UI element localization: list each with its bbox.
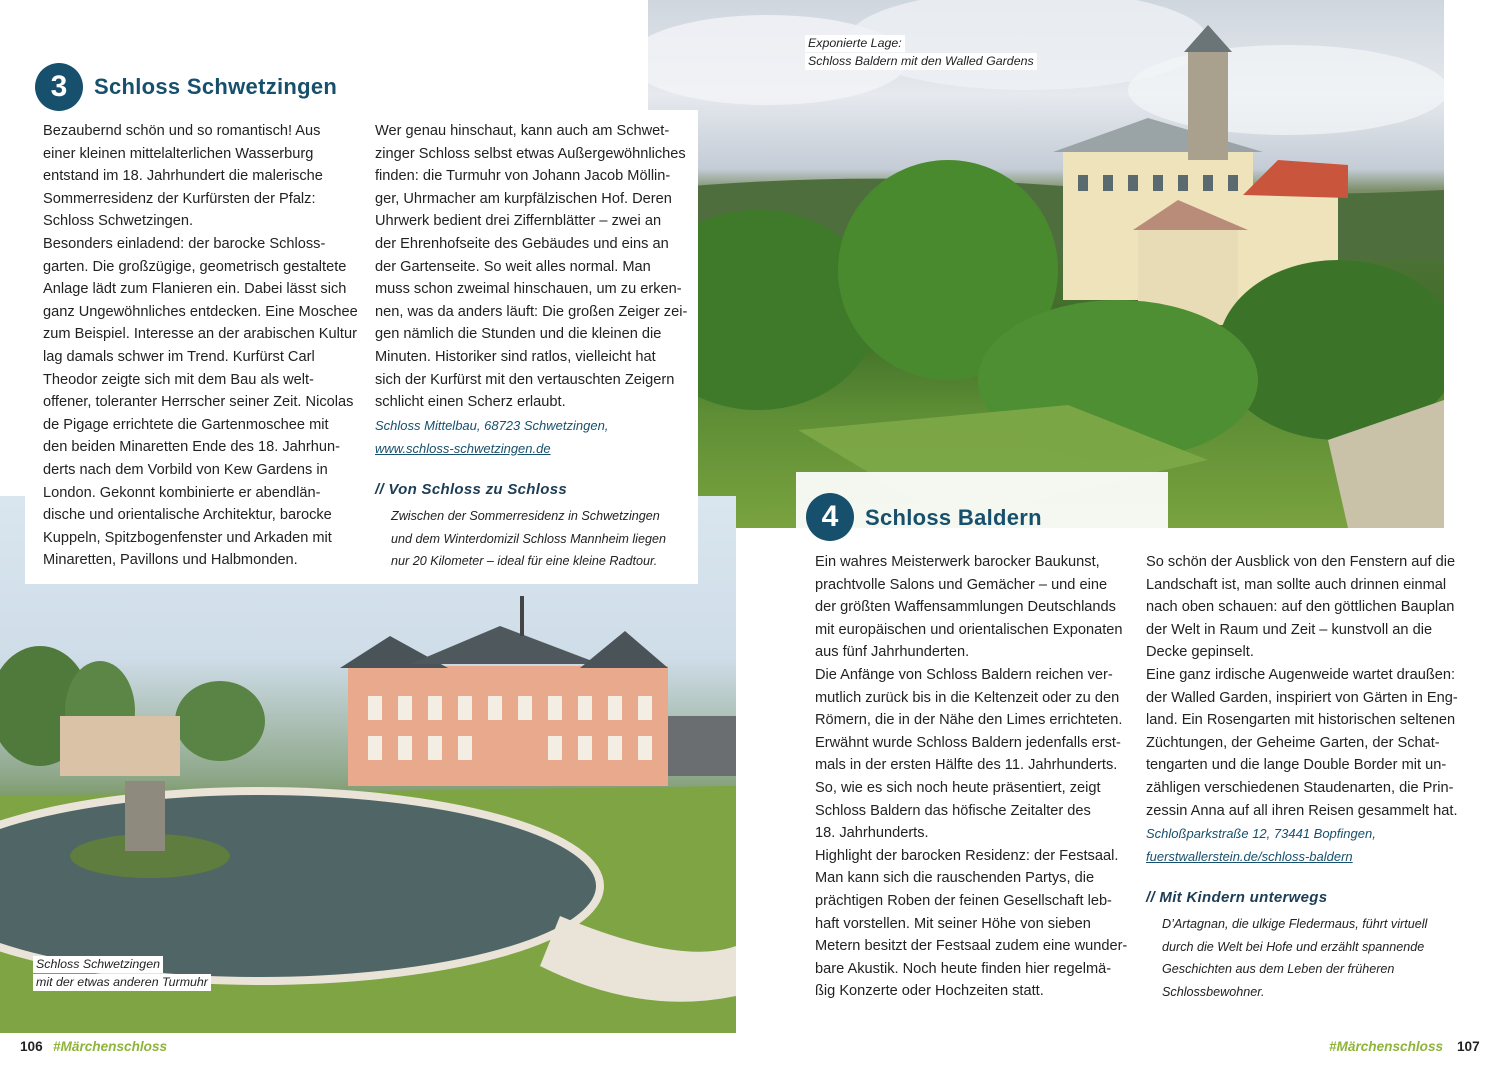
text-line: land. Ein Rosengarten mit historischen seltenen (1146, 712, 1456, 729)
text-line: D’Artagnan, die ulkige Fledermaus, führt virtuell (1162, 917, 1428, 931)
text-line: prachtvolle Salons und Gemächer – und eine (815, 576, 1108, 593)
text-line: finden: die Turmuhr von Johann Jacob Möllin- (375, 168, 671, 185)
text-line: Landschaft ist, man sollte auch drinnen einmal (1146, 576, 1447, 593)
text-line: zinger Schloss selbst etwas Außergewöhnliches (375, 145, 686, 162)
text-line: prächtigen Roben der feinen Gesellschaft leb- (815, 892, 1112, 909)
text-line: Highlight der barocken Residenz: der Festsaal. (815, 847, 1119, 864)
left-column-1 (43, 120, 363, 572)
text-line: der Gartenseite. So weit alles normal. Man (375, 258, 651, 275)
text-line: schlicht einen Scherz erlaubt. (375, 394, 566, 411)
address-block (375, 415, 695, 460)
text-line: Minaretten, Pavillons und Halbmonden. (43, 552, 298, 569)
text-line: Zwischen der Sommerresidenz in Schwetzingen (391, 509, 660, 523)
text-line: Geschichten aus dem Leben der früheren (1162, 962, 1395, 977)
text-line: nach oben schauen: auf den göttlichen Bauplan (1146, 599, 1455, 616)
text-line: Sommerresidenz der Kurfürsten der Pfalz: (43, 190, 316, 207)
caption-line: mit der etwas anderen Turmuhr (33, 974, 211, 991)
text-line: garten. Die großzügige, geometrisch gestaltete (43, 258, 347, 275)
text-line: haft vorstellen. Mit seiner Höhe von sieben (815, 915, 1091, 932)
address-text: Schloss Mittelbau, 68723 Schwetzingen, (375, 418, 609, 433)
text-line: Eine ganz irdische Augenweide wartet draußen: (1146, 666, 1456, 683)
section-heading: Schloss Baldern (865, 505, 1042, 530)
caption-line: Exponierte Lage: (805, 35, 905, 52)
right-column-2 (1146, 551, 1471, 822)
text-line: Wer genau hinschaut, kann auch am Schwet- (375, 123, 670, 139)
photo-caption-schwetzingen (33, 956, 211, 992)
tip-heading: // Von Schloss zu Schloss (375, 481, 567, 498)
address-text: Schloßparkstraße 12, 73441 Bopfingen, (1146, 826, 1376, 841)
text-line: mit europäischen und orientalischen Exponaten (815, 621, 1123, 638)
photo-caption-baldern (805, 35, 1037, 71)
text-line: zähligen verschiedenen Staudenarten, die Prin- (1146, 779, 1454, 796)
address-block (1146, 823, 1466, 868)
text-line: der Welt in Raum und Zeit – kunstvoll an die (1146, 621, 1433, 638)
text-line: lag damals schwer im Trend. Kurfürst Carl (43, 348, 315, 365)
text-line: der Walled Garden, inspiriert von Gärten in Eng- (1146, 689, 1458, 706)
text-line: zum Beispiel. Interesse an der arabischen Kultur (43, 326, 357, 343)
text-line: Schloss Baldern das höfische Zeitalter des (815, 802, 1091, 819)
text-line: gen nämlich die Stunden und die kleinen die (375, 326, 662, 343)
section-heading: Schloss Schwetzingen (94, 74, 338, 99)
page-number-left: 106 (20, 1039, 43, 1054)
tip-text (391, 505, 691, 573)
text-line: einer kleinen mittelalterlichen Wasserburg (43, 145, 314, 162)
text-line: zessin Anna auf all ihren Reisen gesammelt hat. (1146, 802, 1458, 819)
text-line: So schön der Ausblick von den Fenstern auf die (1146, 554, 1456, 570)
text-line: So, wie es sich noch heute präsentiert, zeigt (815, 779, 1101, 796)
text-line: nen, was da anders läuft: Die großen Zeiger zei- (375, 303, 688, 320)
text-line: mutlich zurück bis in die Keltenzeit oder zu den (815, 689, 1120, 706)
footer-strip (0, 1033, 1500, 1071)
text-line: Römern, die in der Nähe den Limes errichteten. (815, 712, 1123, 729)
text-line: Ein wahres Meisterwerk barocker Baukunst, (815, 554, 1100, 570)
text-line: Theodor zeigte sich mit dem Bau als welt- (43, 371, 314, 388)
text-line: Bezaubernd schön und so romantisch! Aus (43, 123, 321, 139)
section-number-badge: 3 (35, 63, 83, 111)
website-link[interactable]: www.schloss-schwetzingen.de (375, 440, 551, 456)
tip-heading: // Mit Kindern unterwegs (1146, 889, 1328, 906)
text-line: der Ehrenhofseite des Gebäudes und eins an (375, 235, 669, 252)
caption-line: Schloss Baldern mit den Walled Gardens (805, 53, 1037, 70)
text-line: Kuppeln, Spitzbogenfenster und Arkaden mit (43, 529, 332, 546)
text-line: dische und orientalische Architektur, barocke (43, 507, 332, 524)
text-line: aus fünf Jahrhunderten. (815, 644, 970, 661)
text-line: London. Gekonnt kombinierte er abendlän- (43, 484, 321, 501)
text-line: der größten Waffensammlungen Deutschlands (815, 599, 1116, 616)
baldern-illustration (648, 0, 1444, 528)
text-line: nur 20 Kilometer – ideal für eine kleine Radtour. (391, 554, 658, 569)
text-line: ganz Ungewöhnliches entdecken. Eine Moschee (43, 303, 358, 320)
text-line: 18. Jahrhunderts. (815, 825, 929, 842)
hashtag-left: #Märchenschloss (53, 1039, 168, 1054)
text-line: Schloss Schwetzingen. (43, 213, 194, 230)
tip-text (1162, 913, 1462, 1003)
text-line: derts nach dem Vorbild von Kew Gardens in (43, 461, 328, 478)
text-line: muss schon zweimal hinschauen, um zu erken- (375, 281, 682, 298)
text-line: bare Akustik. Noch heute finden hier regelmä- (815, 960, 1112, 977)
photo-schloss-baldern (648, 0, 1444, 528)
text-line: Metern besitzt der Festsaal zudem eine wunder- (815, 938, 1128, 955)
text-line: Uhrwerk bedient drei Ziffernblätter – zwei an (375, 213, 662, 230)
hashtag-right: #Märchenschloss (1329, 1039, 1444, 1054)
text-line: Decke gepinselt. (1146, 644, 1254, 661)
text-line: Erwähnt wurde Schloss Baldern jedenfalls erst- (815, 734, 1121, 751)
text-line: Minuten. Historiker sind ratlos, vielleicht hat (375, 348, 656, 365)
text-line: Besonders einladend: der barocke Schloss- (43, 235, 326, 252)
text-line: Schlossbewohner. (1162, 984, 1265, 999)
text-line: Anlage lädt zum Flanieren ein. Dabei lässt sich (43, 281, 347, 298)
text-line: und dem Winterdomizil Schloss Mannheim liegen (391, 531, 666, 546)
website-link[interactable]: fuerstwallerstein.de/schloss-baldern (1146, 848, 1353, 864)
text-line: durch die Welt bei Hofe und erzählt spannende (1162, 939, 1425, 954)
text-line: den beiden Minaretten Ende des 18. Jahrhun- (43, 439, 340, 456)
text-line: de Pigage errichtete die Gartenmoschee mit (43, 416, 329, 433)
text-line: Die Anfänge von Schloss Baldern reichen ver- (815, 666, 1113, 683)
text-line: mals in der ersten Hälfte des 11. Jahrhunderts. (815, 757, 1118, 774)
left-column-2 (375, 120, 695, 414)
page-number-right: 107 (1457, 1039, 1480, 1054)
text-line: ßig Konzerte oder Hochzeiten statt. (815, 983, 1044, 1000)
text-line: ger, Uhrmacher am kurpfälzischen Hof. Deren (375, 190, 672, 207)
text-line: tengarten und die lange Double Border mit un- (1146, 757, 1447, 774)
section-number-badge: 4 (806, 493, 854, 541)
text-line: Man kann sich die rauschenden Partys, die (815, 870, 1095, 887)
text-line: entstand im 18. Jahrhundert die malerische (43, 168, 323, 185)
right-margin-panel (1444, 0, 1500, 540)
text-line: offener, toleranter Herrscher seiner Zeit. Nicolas (43, 394, 354, 411)
text-line: Züchtungen, der Geheime Garten, der Schat- (1146, 734, 1440, 751)
caption-line: Schloss Schwetzingen (33, 956, 163, 973)
text-line: sich der Kurfürst mit den vertauschten Zeigern (375, 371, 675, 388)
right-column-1 (815, 551, 1140, 1003)
